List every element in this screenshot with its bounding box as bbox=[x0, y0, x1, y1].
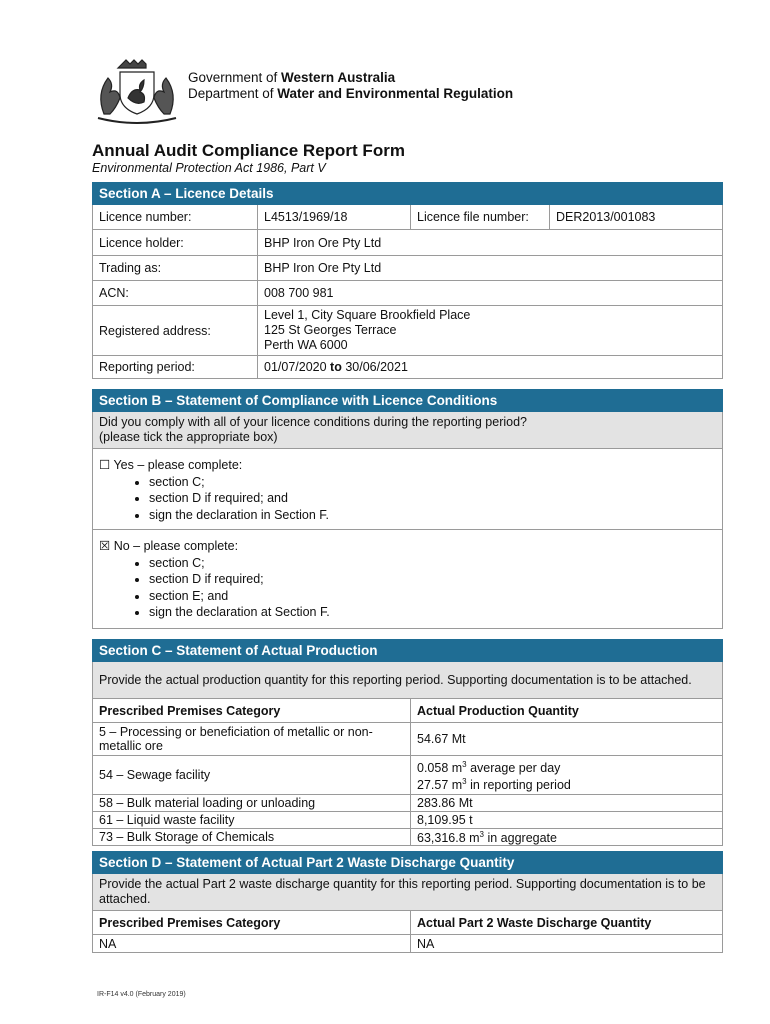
quantity-cell bbox=[411, 829, 723, 846]
list-item: • sign the declaration in Section F. bbox=[149, 507, 716, 524]
address-line-2: 125 St Georges Terrace bbox=[264, 323, 397, 337]
quantity-cell: 54.67 Mt bbox=[411, 723, 723, 756]
section-c-heading: Section C – Statement of Actual Production bbox=[93, 640, 723, 662]
licence-number-value: L4513/1969/18 bbox=[258, 205, 411, 230]
section-b-table bbox=[92, 389, 723, 629]
coat-of-arms-logo bbox=[92, 58, 182, 124]
quantity-cell: NA bbox=[411, 935, 723, 953]
dept-name: Water and Environmental Regulation bbox=[277, 86, 514, 101]
table-row bbox=[93, 935, 723, 953]
dept-prefix: Department of bbox=[188, 86, 278, 101]
list-item: • section C; bbox=[149, 555, 716, 572]
column-header-quantity: Actual Production Quantity bbox=[411, 699, 723, 723]
table-row bbox=[93, 723, 723, 756]
category-cell: 61 – Liquid waste facility bbox=[93, 812, 411, 829]
section-c-table bbox=[92, 639, 723, 846]
form-subtitle: Environmental Protection Act 1986, Part V bbox=[92, 161, 326, 175]
quantity-cell: 8,109.95 t bbox=[411, 812, 723, 829]
letterhead bbox=[92, 58, 542, 128]
quantity-text: 0.058 m bbox=[417, 761, 463, 776]
address-value bbox=[258, 306, 723, 356]
list-item: • section C; bbox=[149, 474, 716, 491]
address-label: Registered address: bbox=[93, 306, 258, 356]
address-line-3: Perth WA 6000 bbox=[264, 338, 348, 352]
quantity-cell: 283.86 Mt bbox=[411, 795, 723, 812]
quantity-text: in reporting period bbox=[466, 778, 571, 793]
superscript: 3 bbox=[479, 829, 484, 839]
trading-label: Trading as: bbox=[93, 256, 258, 281]
question-line-1: Did you comply with all of your licence conditions during the reporting period? bbox=[99, 415, 528, 429]
category-cell: 58 – Bulk material loading or unloading bbox=[93, 795, 411, 812]
licence-file-label: Licence file number: bbox=[411, 205, 550, 230]
gov-prefix: Government of bbox=[188, 70, 282, 85]
acn-label: ACN: bbox=[93, 281, 258, 306]
superscript: 3 bbox=[462, 777, 467, 787]
trading-value: BHP Iron Ore Pty Ltd bbox=[258, 256, 723, 281]
section-b-heading: Section B – Statement of Compliance with Licence Conditions bbox=[93, 390, 723, 412]
quantity-text: 27.57 m bbox=[417, 778, 463, 793]
no-checkbox[interactable]: ☒ bbox=[99, 539, 111, 553]
form-title: Annual Audit Compliance Report Form bbox=[92, 141, 405, 160]
list-item: • section D if required; bbox=[149, 571, 716, 588]
list-item: • sign the declaration at Section F. bbox=[149, 604, 716, 621]
no-option bbox=[93, 530, 723, 629]
period-to: 30/06/2021 bbox=[345, 360, 408, 374]
table-row bbox=[93, 812, 723, 829]
section-d-heading: Section D – Statement of Actual Part 2 Waste Discharge Quantity bbox=[93, 852, 723, 874]
yes-checkbox[interactable]: ☐ bbox=[99, 458, 111, 472]
section-a-heading: Section A – Licence Details bbox=[93, 183, 723, 205]
section-d-intro: Provide the actual Part 2 waste discharge quantity for this reporting period. Supporting documentation is to be attached. bbox=[93, 874, 723, 911]
no-list bbox=[129, 555, 716, 621]
quantity-text: 63,316.8 m bbox=[417, 830, 480, 845]
table-row bbox=[93, 795, 723, 812]
list-item: • section D if required; and bbox=[149, 490, 716, 507]
period-label: Reporting period: bbox=[93, 356, 258, 379]
licence-file-value: DER2013/001083 bbox=[550, 205, 723, 230]
category-cell: 54 – Sewage facility bbox=[93, 756, 411, 795]
table-row bbox=[93, 829, 723, 846]
section-c-intro: Provide the actual production quantity for this reporting period. Supporting documentation is to be attached. bbox=[93, 662, 723, 699]
yes-option bbox=[93, 449, 723, 530]
column-header-quantity: Actual Part 2 Waste Discharge Quantity bbox=[411, 911, 723, 935]
gov-name: Western Australia bbox=[281, 70, 396, 85]
yes-list bbox=[129, 474, 716, 524]
period-value bbox=[258, 356, 723, 379]
period-to-word: to bbox=[330, 360, 342, 374]
acn-value: 008 700 981 bbox=[258, 281, 723, 306]
category-cell: 5 – Processing or beneficiation of metallic or non-metallic ore bbox=[93, 723, 411, 756]
section-a-table bbox=[92, 182, 723, 379]
list-item: • section E; and bbox=[149, 588, 716, 605]
yes-label: Yes – please complete: bbox=[113, 458, 243, 472]
section-d-table bbox=[92, 851, 723, 953]
column-header-category: Prescribed Premises Category bbox=[93, 911, 411, 935]
licence-number-label: Licence number: bbox=[93, 205, 258, 230]
holder-value: BHP Iron Ore Pty Ltd bbox=[258, 230, 723, 256]
question-line-2: (please tick the appropriate box) bbox=[99, 430, 278, 444]
form-version-footer: IR-F14 v4.0 (February 2019) bbox=[97, 991, 186, 998]
holder-label: Licence holder: bbox=[93, 230, 258, 256]
category-cell: 73 – Bulk Storage of Chemicals bbox=[93, 829, 411, 846]
superscript: 3 bbox=[462, 760, 467, 769]
government-name bbox=[188, 70, 513, 102]
quantity-text: in aggregate bbox=[484, 830, 557, 845]
table-row bbox=[93, 756, 723, 795]
period-from: 01/07/2020 bbox=[264, 360, 327, 374]
column-header-category: Prescribed Premises Category bbox=[93, 699, 411, 723]
quantity-text: average per day bbox=[466, 761, 561, 776]
compliance-question bbox=[93, 412, 723, 449]
address-line-1: Level 1, City Square Brookfield Place bbox=[264, 308, 471, 322]
no-label: No – please complete: bbox=[113, 539, 239, 553]
category-cell: NA bbox=[93, 935, 411, 953]
quantity-cell bbox=[411, 756, 723, 795]
